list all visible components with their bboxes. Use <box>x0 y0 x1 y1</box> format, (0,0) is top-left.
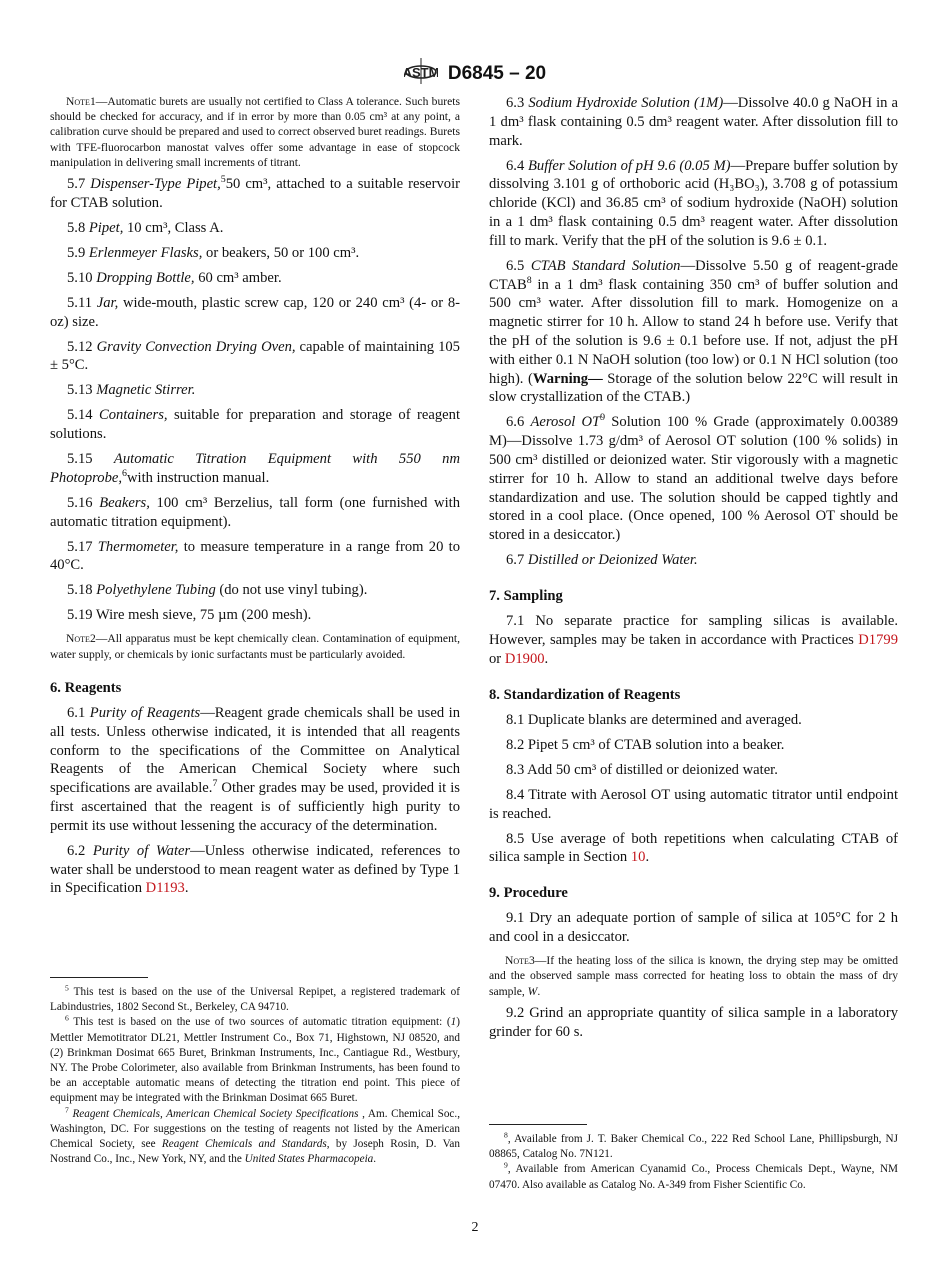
reference-link[interactable]: D1193 <box>145 880 185 897</box>
text-run: 5.8 <box>67 219 89 236</box>
text-run: Purity of Reagents <box>89 705 201 722</box>
text-run: . <box>184 880 189 897</box>
text-run: United States Pharmacopeia <box>244 1153 374 1166</box>
paragraph <box>489 736 898 755</box>
text-run: This test is based on the use of the Universal Repipet, a registered trademark of Labindustries, 1802 Second St., Berkeley, CA 94710. <box>50 986 460 1014</box>
text-run: 1—Automatic burets are usually not certified to Class A tolerance. Such burets should be checked for accuracy, and if in error by more than 0.05 cm³ at any point, a calibration curve should be prepared and used to correct observed buret readings. Burets with TFE-fluorocarbon manostat valves offer some advantage in ease of stopcock manipulation in delivering small increments of titrant. <box>50 95 460 169</box>
text-run: Sodium Hydroxide Solution (1M) <box>528 95 724 111</box>
text-run: 5.18 <box>67 582 97 599</box>
text-run: 6.1 <box>67 705 90 722</box>
text-run: , Available from J. T. Baker Chemical Co., 222 Red School Lane, Phillipsburgh, NJ 08865, Catalog No. 7N121. <box>489 1133 898 1161</box>
text-run: 5.13 <box>67 382 97 399</box>
text-run: Jar, <box>96 294 119 311</box>
text-run: 6.2 <box>67 842 93 859</box>
text-run: 8.2 Pipet 5 cm³ of CTAB solution into a beaker. <box>506 736 785 753</box>
paragraph <box>50 842 460 898</box>
text-run: . <box>537 984 541 998</box>
right-column <box>489 94 898 1048</box>
text-run: Containers, <box>99 407 168 424</box>
footnote-ref: 5 <box>65 983 69 993</box>
paragraph <box>50 244 460 263</box>
text-run: Note <box>66 632 90 646</box>
footnote-rule <box>50 977 148 978</box>
text-run: 6.5 <box>506 257 531 274</box>
text-run: to measure temperature in a range from 20 to 40°C. <box>50 538 460 574</box>
text-run: W <box>527 984 538 998</box>
paragraph <box>489 413 898 545</box>
text-run: 5.16 <box>67 494 100 511</box>
paragraph <box>50 450 460 488</box>
paragraph <box>50 494 460 532</box>
text-run: Solution 100 % Grade (approximately 0.00389 M)—Dissolve 1.73 g/dm³ of Aerosol OT solution (100 % solids) in 500 cm³ distilled or deionized water. Stir vigorously with a magnetic stirrer for 10 h. Allow to stand an additional twelve days before standardization and use. The solution should be capped tightly and stored in a cool place. (Once opened, 100 % Aerosol OT should be stored in a desiccator.) <box>489 414 899 544</box>
text-run: Polyethylene Tubing <box>96 582 216 599</box>
text-run: Warning— <box>532 370 603 387</box>
text-run: Purity of Water <box>92 842 191 859</box>
text-run: 5.9 <box>67 244 89 261</box>
document-designation: D6845 – 20 <box>447 62 547 84</box>
note <box>50 94 460 170</box>
section-heading <box>50 679 460 698</box>
text-run: ) Mettler Memotitrator DL21, Mettler Instrument Co., Box 71, Highstown, NJ 08520, and ( <box>50 1016 460 1059</box>
page-number: 2 <box>471 1220 479 1235</box>
text-run: 2 <box>53 1046 60 1059</box>
text-run: , by Joseph Rosin, D. Van Nostrand Co., Inc., New York, NY, and the <box>50 1138 460 1166</box>
paragraph <box>489 1004 898 1042</box>
footnote-ref: 8 <box>526 274 532 286</box>
text-run: 7.1 No separate practice for sampling silicas is available. However, samples may be taken in accordance with Practices <box>489 613 898 648</box>
page-header <box>0 56 950 91</box>
text-run: . <box>373 1153 377 1166</box>
text-run: Reagent Chemicals, American Chemical Society Specifications <box>68 1107 359 1120</box>
text-run: Other grades may be used, provided it is first ascertained that the reagent is of sufficiently high purity to permit its use without lessening the accuracy of the determination. <box>50 780 460 834</box>
footnote-ref: 6 <box>65 1013 69 1023</box>
reference-link[interactable]: 10 <box>630 849 646 866</box>
text-run: . <box>544 650 549 667</box>
footnote <box>489 1162 898 1192</box>
text-run: Dispenser-Type Pipet, <box>90 176 221 193</box>
text-run: capable of maintaining 105 ± 5°C. <box>50 338 460 374</box>
paragraph <box>50 294 460 332</box>
footnote-ref: 6 <box>122 468 127 480</box>
text-run: Pipet, <box>88 219 124 236</box>
footnote-rule <box>489 1124 587 1125</box>
paragraph <box>489 612 898 668</box>
text-run: Aerosol OT <box>530 414 601 431</box>
text-run: (do not use vinyl tubing). <box>215 582 368 599</box>
paragraph <box>50 381 460 400</box>
text-run: Buffer Solution of pH 9.6 (0.05 M) <box>528 157 731 174</box>
text-run: 10 cm³, Class A. <box>123 219 224 236</box>
text-run: 1 <box>450 1016 457 1029</box>
text-run: 5.15 <box>67 451 114 468</box>
text-run: or <box>489 650 505 667</box>
paragraph <box>489 909 898 947</box>
text-run: 6.7 <box>506 552 528 569</box>
note <box>489 953 898 999</box>
text-run: or beakers, 50 or 100 cm³. <box>202 244 360 261</box>
text-run: Reagent Chemicals and Standards <box>161 1138 327 1151</box>
text-run: 7. Sampling <box>489 587 563 604</box>
section-heading <box>489 587 898 606</box>
text-run: 9.2 Grind an appropriate quantity of silica sample in a laboratory grinder for 60 s. <box>489 1004 898 1040</box>
text-run: 50 cm³, attached to a suitable reservoir for CTAB solution. <box>50 176 460 211</box>
paragraph <box>50 538 460 576</box>
footnote <box>489 1132 898 1162</box>
text-run: —Dissolve 5.50 g of reagent-grade CTAB <box>489 257 899 293</box>
left-column <box>50 94 460 904</box>
text-run: Automatic Titration Equipment with 550 nm Photoprobe, <box>50 451 461 486</box>
paragraph <box>50 606 460 625</box>
text-run: Magnetic Stirrer. <box>96 382 196 399</box>
text-run: 60 cm³ amber. <box>194 269 282 286</box>
text-run: ) Brinkman Dosimat 665 Buret, Brinkman Instruments, Inc., Cantiague Rd., Westbury, NY. The Probe Colorimeter, also available from Brinkman Instruments, has been found to be an acceptable automatic means of detecting the titration end point. This piece of equipment may be integrated with the Brinkman Dosimat 665 Buret. <box>50 1046 460 1105</box>
paragraph <box>50 338 460 376</box>
section-heading <box>489 686 898 705</box>
text-run: Note <box>505 954 529 968</box>
text-run: 5.17 <box>67 538 98 555</box>
text-run: , Available from American Cyanamid Co., Process Chemicals Dept., Wayne, NM 07470. Also available as Catalog No. A-349 from Fisher Scientific Co. <box>489 1163 898 1191</box>
text-run: Erlenmeyer Flasks, <box>88 244 203 261</box>
paragraph <box>489 94 898 150</box>
footnote <box>50 1015 460 1106</box>
footnotes-right <box>489 1124 898 1193</box>
text-run: . <box>645 849 650 866</box>
text-run: Gravity Convection Drying Oven, <box>96 338 296 355</box>
text-run: Note <box>66 95 90 108</box>
paragraph <box>489 711 898 730</box>
text-run: 6.4 <box>506 157 529 174</box>
text-run: Distilled or Deionized Water. <box>527 552 698 569</box>
text-run: 5.10 <box>67 269 97 286</box>
reference-link[interactable]: D1799 <box>858 631 898 648</box>
text-run: —Dissolve 40.0 g NaOH in a 1 dm³ flask containing 0.5 dm³ reagent water. After dissolution fill to mark. <box>489 95 898 149</box>
footnote <box>50 1104 460 1168</box>
text-run: 5.14 <box>67 407 100 424</box>
paragraph <box>50 704 460 836</box>
text-run: 100 cm³ Berzelius, tall form (one furnished with automatic titration equipment). <box>50 494 461 530</box>
paragraph <box>489 830 898 868</box>
text-run: 9. Procedure <box>489 885 568 902</box>
text-run: 8.5 Use average of both repetitions when calculating CTAB of silica sample in Section <box>489 830 898 866</box>
text-run: This test is based on the use of two sources of automatic titration equipment: ( <box>68 1016 451 1029</box>
footnote-ref: 9 <box>600 412 606 424</box>
text-run: —Unless otherwise indicated, references to water shall be understood to mean reagent water as defined by Type 1 in Specification <box>50 842 460 897</box>
paragraph <box>50 175 460 213</box>
reference-link[interactable]: D1900 <box>504 650 545 667</box>
section-heading <box>489 884 898 903</box>
text-run: 6.3 <box>506 95 529 111</box>
text-run: 6.6 <box>506 414 531 431</box>
text-run: 5.19 Wire mesh sieve, 75 µm (200 mesh). <box>67 607 312 624</box>
footnote-ref: 7 <box>65 1104 69 1114</box>
text-run: —Prepare buffer solution by dissolving 3.101 g of orthoboric acid (H₃BO₃), 3.708 g of potassium chloride (KCl) and 36.85 cm³ of sodium hydroxide (NaOH) solution in a 1 dm³ flask containing 0.5 dm³ reagent water. After dissolution fill to mark. Verify that the pH of the solution is 9.6 ± 0.1. <box>489 157 898 249</box>
paragraph <box>50 269 460 288</box>
note <box>50 631 460 661</box>
paragraph <box>489 786 898 824</box>
paragraph <box>50 219 460 238</box>
paragraph <box>489 761 898 780</box>
text-run: CTAB Standard Solution <box>530 257 681 274</box>
text-run: Thermometer, <box>97 538 179 555</box>
text-run: 9.1 Dry an adequate portion of sample of silica at 105°C for 2 h and cool in a desiccator. <box>489 910 898 946</box>
paragraph <box>50 581 460 600</box>
svg-text:ASTM: ASTM <box>403 65 438 80</box>
footnote-ref: 9 <box>504 1160 508 1170</box>
paragraph <box>489 257 898 407</box>
text-run: Storage of the solution below 22°C will result in slow crystallization of the CTAB.) <box>489 370 898 406</box>
text-run: 8. Standardization of Reagents <box>489 686 681 703</box>
footnote <box>50 985 460 1015</box>
text-run: suitable for preparation and storage of reagent solutions. <box>50 407 460 443</box>
text-run: in a 1 dm³ flask containing 350 cm³ of buffer solution and 500 cm³ water. After dissolution fill to mark. Homogenize on a magnetic stirrer for 10 h. Allow to stand 24 h before use. Verify that the pH of the solution is 9.6 ± 0.1 before use. If not, adjust the pH with either 0.1 N NaOH solution (too low) or 0.1 N HCl solution (too high). ( <box>489 276 898 387</box>
footnote-ref: 5 <box>220 174 226 186</box>
text-run: with instruction manual. <box>126 469 270 486</box>
text-run: —Reagent grade chemicals shall be used in all tests. Unless otherwise indicated, it is intended that all reagents conform to the specifications of the Committee on Analytical Reagents of the American Chemical Society where such specifications are available. <box>50 705 461 797</box>
paragraph <box>489 157 898 251</box>
text-run: Dropping Bottle, <box>96 269 195 286</box>
text-run: 8.1 Duplicate blanks are determined and averaged. <box>506 711 802 728</box>
footnote-ref: 7 <box>212 778 218 790</box>
paragraph <box>50 406 460 444</box>
footnote-ref: 8 <box>504 1130 508 1140</box>
text-run: , Am. Chemical Soc., Washington, DC. For suggestions on the testing of reagents not listed by the American Chemical Society, see <box>50 1107 460 1151</box>
text-run: wide-mouth, plastic screw cap, 120 or 240 cm³ (4- or 8-oz) size. <box>50 294 460 330</box>
text-run: 5.7 <box>67 176 91 193</box>
paragraph <box>489 551 898 570</box>
text-run: 3—If the heating loss of the silica is known, the drying step may be omitted and the observed sample mass corrected for heating loss to obtain the mass of dry sample, <box>489 954 898 998</box>
footnotes-left <box>50 977 460 1167</box>
astm-logo-icon <box>404 56 438 91</box>
text-run: 2—All apparatus must be kept chemically clean. Contamination of equipment, water supply, or chemicals by ionic surfactants must be particularly avoided. <box>50 632 460 661</box>
text-run: 5.12 <box>67 338 97 355</box>
text-run: 8.4 Titrate with Aerosol OT using automatic titrator until endpoint is reached. <box>489 786 898 822</box>
text-run: Beakers, <box>99 494 150 511</box>
text-run: 5.11 <box>67 294 97 311</box>
text-run: 8.3 Add 50 cm³ of distilled or deionized water. <box>506 761 778 778</box>
text-run: 6. Reagents <box>50 679 122 696</box>
